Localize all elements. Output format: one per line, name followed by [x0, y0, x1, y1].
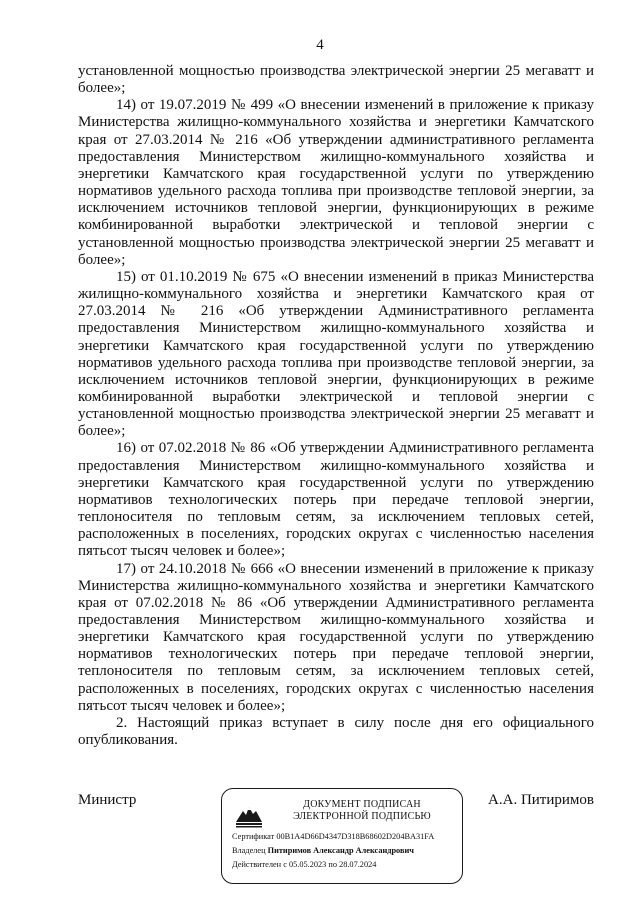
signatory-title: Министр	[78, 792, 137, 808]
valid-label: Действителен	[232, 860, 282, 869]
page-number: 4	[316, 37, 324, 53]
list-item-17: 17) от 24.10.2018 № 666 «О внесении изменений в приложение к приказу Министерства жилищно-коммунального хозяйства и энергетики Камчатского края от 07.02.2018 № 86 «Об утверждении Административного регламента предоставления Министерством жилищно-коммунального хозяйства и энергетики Камчатского края государственной услуги по утверждению нормативов технологических потерь при передаче тепловой энергии, теплоносителя по тепловым сетям, за исключением тепловых сетей, расположенных в поселениях, городских округах с численностью населения пятьсот тысяч человек и более»;	[78, 560, 594, 714]
stamp-certificate	[232, 832, 434, 841]
owner-label: Владелец	[232, 846, 266, 855]
signatory-name: А.А. Питиримов	[488, 792, 594, 808]
document-body	[78, 63, 594, 749]
certificate-label: Сертификат	[232, 832, 275, 841]
certificate-value: 00B1A4D66D4347D318B68602D204BA31FA	[276, 832, 435, 841]
list-item-15: 15) от 01.10.2019 № 675 «О внесении изменений в приказ Министерства жилищно-коммунального хозяйства и энергетики Камчатского края от 27.03.2014 № 216 «Об утверждении Административного регламента предоставления Министерством жилищно-коммунального хозяйства и энергетики Камчатского края государственной услуги по утверждению нормативов удельного расхода топлива при производстве тепловой энергии, за исключением источников тепловой энергии, функционирующих в режиме комбинированной выработки электрической и тепловой энергии с установленной мощностью производства электрической энергии 25 мегаватт и более»;	[78, 268, 594, 440]
valid-from: 05.05.2023	[288, 860, 327, 869]
list-item-16: 16) от 07.02.2018 № 86 «Об утверждении Административного регламента предоставления Министерством жилищно-коммунального хозяйства и энергетики Камчатского края государственной услуги по утверждению нормативов технологических потерь при передаче тепловой энергии, теплоносителя по тепловым сетям, за исключением тепловых сетей, расположенных в поселениях, городских округах с численностью населения пятьсот тысяч человек и более»;	[78, 440, 594, 560]
paragraph-effective-date: 2. Настоящий приказ вступает в силу после дня его официального опубликования.	[78, 714, 594, 749]
stamp-heading	[274, 799, 450, 823]
owner-value: Питиримов Александр Александрович	[267, 846, 414, 855]
stamp-validity	[232, 860, 376, 869]
valid-to-prefix: по	[328, 860, 337, 869]
valid-from-prefix: с	[283, 860, 287, 869]
valid-to: 28.07.2024	[339, 860, 377, 869]
stamp-heading-line1: ДОКУМЕНТ ПОДПИСАН	[303, 799, 421, 810]
stamp-heading-line2: ЭЛЕКТРОННОЙ ПОДПИСЬЮ	[293, 811, 431, 822]
electronic-signature-stamp	[221, 788, 463, 884]
kamchatka-emblem-icon	[234, 803, 264, 829]
list-item-14: 14) от 19.07.2019 № 499 «О внесении изменений в приложение к приказу Министерства жилищно-коммунального хозяйства и энергетики Камчатского края от 27.03.2014 № 216 «Об утверждении административного регламента предоставления Министерством жилищно-коммунального хозяйства и энергетики Камчатского края государственной услуги по утверждению нормативов удельного расхода топлива при производстве тепловой энергии, за исключением источников тепловой энергии, функционирующих в режиме комбинированной выработки электрической и тепловой энергии с установленной мощностью производства электрической энергии 25 мегаватт и более»;	[78, 97, 594, 268]
paragraph-continuation: установленной мощностью производства электрической энергии 25 мегаватт и более»;	[78, 63, 594, 97]
stamp-owner	[232, 846, 414, 855]
